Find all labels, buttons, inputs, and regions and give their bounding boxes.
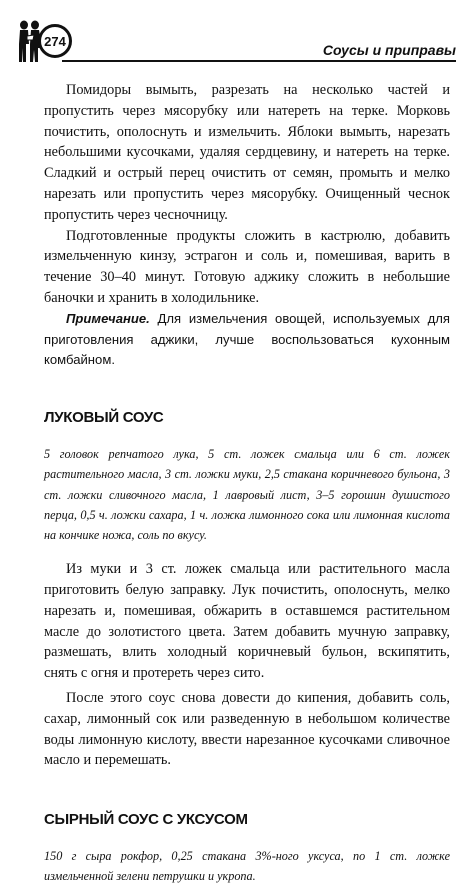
running-title: Соусы и приправы — [322, 42, 456, 58]
intro-paragraph-2: Подготовленные продукты сложить в кастрюлю, добавить измельченную кинзу, эстрагон и соль и, помешивая, варить в течение 30–40 минут. Готовую аджику сложить в небольшие баночки и хранить в холодильнике. — [44, 227, 450, 306]
onion-sauce-step-2: После этого соус снова довести до кипения, добавить соль, сахар, лимонный сок или разведенную в небольшом количестве воды лимонную кислоту, ввести нарезанное кусочками сливочное масло и перемешать. — [44, 689, 450, 769]
note-label: Примечание. — [66, 310, 150, 326]
ingredients-onion-sauce: 5 головок репчатого лука, 5 ст. ложек смальца или 6 ст. ложек растительного масла, 3 ст. ложки муки, 2,5 стакана коричневого бульона, 3 ст. ложки сливочного масла, 1 лавровый лист, 3–5 горошин душистого перца, 0,5 ч. ложки сахара, 1 ч. ложка лимонного сока или лимонная кислота на кончике ножа, соль по вкусу. — [44, 447, 450, 542]
onion-sauce-step-1: Из муки и 3 ст. ложек смальца или растительного масла приготовить белую заправку. Лук почистить, ополоснуть, мелко нарезать и, помешивая, обжарить в оставшемся растительном масле до золотистого цвета. Затем добавить мучную заправку, размешать, влить холодный коричневый бульон, вскипятить, снять с огня и протереть через сито. — [44, 561, 450, 682]
recipe-title-cheese-sauce: СЫРНЫЙ СОУС С УКСУСОМ — [44, 811, 248, 829]
intro-paragraph-1: Помидоры вымыть, разрезать на несколько частей и пропустить через мясорубку или натереть на терке. Морковь почистить, ополоснуть и измельчить. Яблоки вымыть, нарезать небольшими кусочками, удаляя сердцевину, и натереть на терке. Сладкий и острый перец очистить от семян, промыть и мелко нарезать или пропустить через мясорубку. Очищенный чеснок пропустить через чесночницу. — [44, 82, 450, 223]
ingredients-cheese-sauce: 150 г сыра рокфор, 0,25 стакана 3%-ного уксуса, по 1 ст. ложке измельченной зелени петрушки и укропа. — [44, 849, 450, 884]
page-number-badge: 274 — [38, 24, 72, 58]
header-divider — [62, 60, 456, 62]
note-paragraph — [44, 309, 450, 371]
page-header — [18, 18, 456, 64]
page-body — [44, 80, 450, 887]
note-text: Для измельчения овощей, используемых для приготовления аджики, лучше воспользоваться кухонным комбайном. — [44, 310, 450, 368]
recipe-title-onion-sauce: ЛУКОВЫЙ СОУС — [44, 409, 164, 427]
